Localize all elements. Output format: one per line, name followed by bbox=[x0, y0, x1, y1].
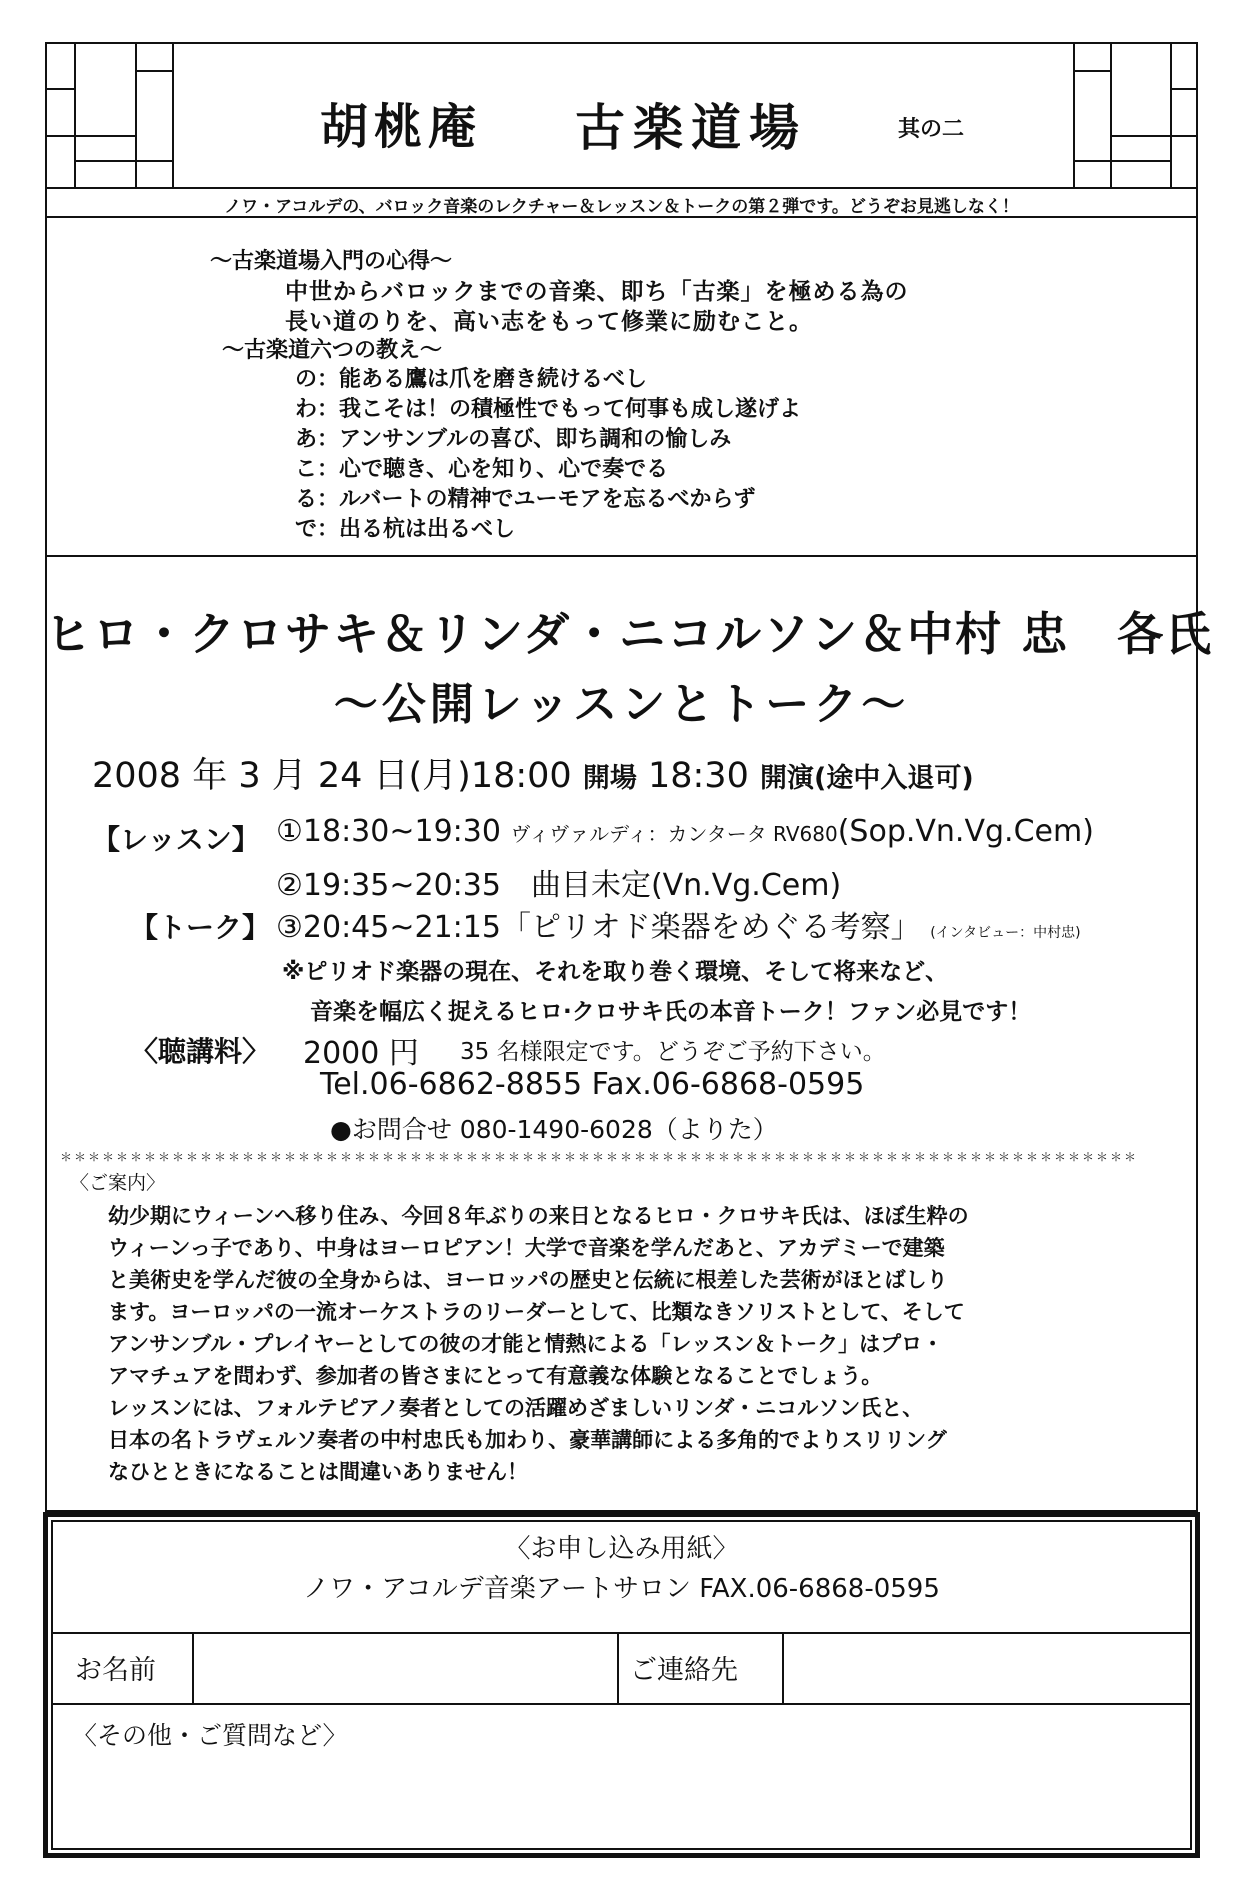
guide-line: レッスンには、フォルテピアノ奏者としての活躍めざましいリンダ・ニコルソン氏と、 bbox=[108, 1396, 924, 1420]
rule-item: こ：心で聴き、心を知り、心で奏でる bbox=[295, 456, 669, 482]
fee-label: 〈聴講料〉 bbox=[130, 1035, 271, 1068]
lesson-1-time: ①18:30~19:30 bbox=[276, 814, 501, 849]
open-label: 開場 bbox=[582, 763, 637, 794]
fee-note: 35 名様限定です。どうぞご予約下さい。 bbox=[460, 1039, 886, 1065]
rule-item: で：出る杭は出るべし bbox=[295, 516, 516, 542]
rules-heading-2: 〜古楽道六つの教え〜 bbox=[222, 337, 443, 363]
lesson-label: 【レッスン】 bbox=[92, 823, 260, 856]
guide-line: 幼少期にウィーンへ移り住み、今回８年ぶりの来日となるヒロ・クロサキ氏は、ほぼ生粋の bbox=[108, 1204, 969, 1228]
other-questions-label: 〈その他・ご質問など〉 bbox=[72, 1721, 348, 1750]
rule-item: の：能ある鷹は爪を磨き続けるべし bbox=[295, 366, 648, 392]
divider-tagline bbox=[45, 216, 1198, 218]
lesson-1-line bbox=[276, 814, 1094, 849]
guide-line: ます。ヨーロッパの一流オーケストラのリーダーとして、比類なきソリストとして、そして bbox=[108, 1300, 965, 1324]
rule-item: わ：我こそは！の積極性でもって何事も成し遂げよ bbox=[295, 396, 802, 422]
guide-line: ウィーンっ子であり、中身はヨーロピアン！大学で音楽を学んだあと、アカデミーで建築 bbox=[108, 1236, 945, 1260]
fee-amount: 2000 円 bbox=[303, 1036, 419, 1071]
guide-line: と美術史を学んだ彼の全身からは、ヨーロッパの歴史と伝統に根差した芸術がほとばしり bbox=[108, 1268, 948, 1292]
rules-line-2: 長い道のりを、高い志をもって修業に励むこと。 bbox=[285, 308, 813, 335]
lesson-2-line: ②19:35~20:35 曲目未定(Vn.Vg.Cem) bbox=[276, 868, 842, 903]
divider-header bbox=[45, 187, 1198, 189]
lesson-1-instruments: (Sop.Vn.Vg.Cem) bbox=[837, 814, 1094, 849]
event-date-line bbox=[92, 748, 974, 798]
guide-heading: 〈ご案内〉 bbox=[70, 1172, 166, 1194]
start-label: 開演(途中入退可) bbox=[759, 763, 974, 794]
event-subtitle: 〜公開レッスンとトーク〜 bbox=[333, 679, 910, 730]
contact-label: ご連絡先 bbox=[630, 1655, 738, 1686]
divider-rules bbox=[45, 555, 1198, 557]
name-label: お名前 bbox=[75, 1655, 156, 1686]
title-suffix: 其の二 bbox=[898, 116, 965, 142]
title-right: 古楽道場 bbox=[575, 98, 807, 157]
performers-heading: ヒロ・クロサキ＆リンダ・ニコルソン＆中村 忠 各氏 bbox=[45, 607, 1214, 661]
inquiry-line: ●お問合せ 080-1490-6028（よりた） bbox=[330, 1115, 778, 1144]
other-questions-field[interactable] bbox=[54, 1752, 1190, 1848]
event-date: 2008 年 3 月 24 日(月)18:00 bbox=[92, 756, 572, 796]
guide-line: アンサンブル・プレイヤーとしての彼の才能と情熱による「レッスン＆トーク」はプロ・ bbox=[108, 1332, 944, 1356]
talk-label: 【トーク】 bbox=[130, 911, 271, 944]
guide-line: なひとときになることは間違いありません！ bbox=[108, 1460, 528, 1484]
rule-item: あ：アンサンブルの喜び、即ち調和の愉しみ bbox=[295, 426, 732, 452]
rules-heading-1: 〜古楽道場入門の心得〜 bbox=[210, 248, 453, 274]
title-left: 胡桃庵 bbox=[320, 99, 483, 155]
talk-title: ③20:45~21:15「ピリオド楽器をめぐる考察」 bbox=[276, 910, 921, 945]
form-organization: ノワ・アコルデ音楽アートサロン FAX.06-6868-0595 bbox=[303, 1574, 940, 1604]
guide-line: アマチュアを問わず、参加者の皆さまにとって有意義な体験となることでしょう。 bbox=[108, 1364, 883, 1388]
lesson-1-piece: ヴィヴァルディ：カンタータ RV680 bbox=[510, 822, 838, 846]
talk-note-2: 音楽を幅広く捉えるヒロ·クロサキ氏の本音トーク！ファン必見です！ bbox=[310, 999, 1032, 1025]
form-title: 〈お申し込み用紙〉 bbox=[504, 1534, 739, 1564]
rule-item: る：ルバートの精神でユーモアを忘るべからず bbox=[295, 486, 756, 512]
contact-numbers: Tel.06-6862-8855 Fax.06-6868-0595 bbox=[320, 1067, 865, 1102]
talk-note: (インタビュー：中村忠) bbox=[930, 925, 1081, 941]
guide-line: 日本の名トラヴェルソ奏者の中村忠氏も加わり、豪華講師による多角的でよりスリリング bbox=[108, 1428, 947, 1452]
name-field[interactable] bbox=[195, 1635, 615, 1701]
start-time: 18:30 bbox=[647, 756, 749, 796]
contact-field[interactable] bbox=[785, 1635, 1190, 1701]
rules-line-1: 中世からバロックまでの音楽、即ち「古楽」を極める為の bbox=[285, 278, 909, 305]
talk-line bbox=[276, 902, 1081, 946]
talk-note-1: ※ピリオド楽器の現在、それを取り巻く環境、そして将来など、 bbox=[282, 959, 949, 985]
tagline: ノワ・アコルデの、バロック音楽のレクチャー＆レッスン＆トークの第２弾です。どうぞお見逃しなく！ bbox=[224, 197, 1019, 217]
star-divider: ＊＊＊＊＊＊＊＊＊＊＊＊＊＊＊＊＊＊＊＊＊＊＊＊＊＊＊＊＊＊＊＊＊＊＊＊＊＊＊＊＊＊＊＊＊＊＊＊＊＊＊＊＊＊＊＊＊＊＊＊＊＊＊＊＊＊＊＊＊＊＊＊＊＊＊＊＊ bbox=[60, 1150, 1139, 1164]
